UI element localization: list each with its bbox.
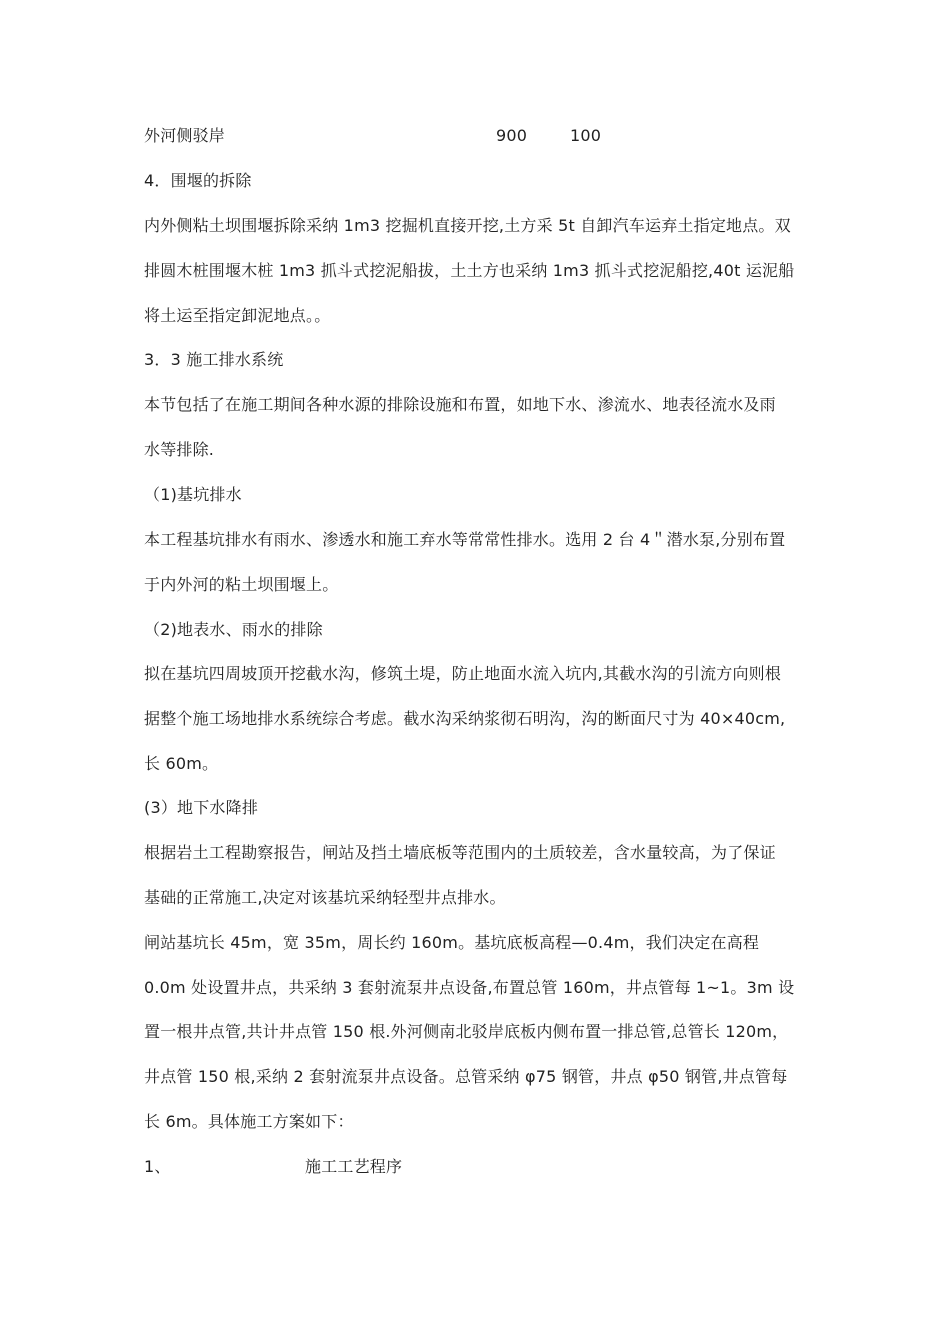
- paragraph-line: 长 60m。: [144, 754, 219, 773]
- paragraph-line: 拟在基坑四周坡顶开挖截水沟，修筑土堤，防止地面水流入坑内,其截水沟的引流方向则根: [144, 664, 782, 683]
- paragraph-line: 基础的正常施工,决定对该基坑采纳轻型井点排水。: [144, 888, 506, 907]
- paragraph-line: 长 6m。具体施工方案如下：: [144, 1112, 354, 1131]
- subheading-groundwater: (3）地下水降排: [144, 798, 259, 817]
- list-item: [144, 1156, 814, 1178]
- table-row: [144, 125, 814, 147]
- section-heading-3-3: 3．3 施工排水系统: [144, 350, 284, 369]
- list-item-text: 施工工艺程序: [305, 1157, 403, 1176]
- paragraph-line: 闸站基坑长 45m，宽 35m，周长约 160m。基坑底板高程—0.4m，我们决定在高程: [144, 933, 760, 952]
- table-cell-value-1: 900: [496, 126, 528, 145]
- paragraph-line: 井点管 150 根,采纳 2 套射流泵井点设备。总管采纳 φ75 钢管，井点 φ50 钢管,井点管每: [144, 1067, 788, 1086]
- paragraph-line: 置一根井点管,共计井点管 150 根.外河侧南北驳岸底板内侧布置一排总管,总管长 120m，: [144, 1022, 789, 1041]
- paragraph-line: 本节包括了在施工期间各种水源的排除设施和布置，如地下水、渗流水、地表径流水及雨: [144, 395, 776, 414]
- section-heading-4: 4．围堰的拆除: [144, 171, 252, 190]
- paragraph-line: 据整个施工场地排水系统综合考虑。截水沟采纳浆彻石明沟，沟的断面尺寸为 40×40cm,: [144, 709, 786, 728]
- subheading-pit-drainage: （1)基坑排水: [144, 485, 242, 504]
- table-cell-value-2: 100: [570, 126, 602, 145]
- subheading-surface-water: （2)地表水、雨水的排除: [144, 620, 323, 639]
- paragraph-line: 本工程基坑排水有雨水、渗透水和施工弃水等常常性排水。选用 2 台 4＂潜水泵,分别布置: [144, 530, 786, 549]
- list-item-number: 1、: [144, 1157, 171, 1176]
- paragraph-line: 水等排除.: [144, 440, 215, 459]
- paragraph-line: 将土运至指定卸泥地点。。: [144, 306, 331, 325]
- paragraph-line: 根据岩土工程勘察报告，闸站及挡土墙底板等范围内的土质较差，含水量较高，为了保证: [144, 843, 776, 862]
- paragraph-line: 内外侧粘土坝围堰拆除采纳 1m3 挖掘机直接开挖,土方采 5t 自卸汽车运弃土指定地点。双: [144, 216, 791, 235]
- paragraph-line: 排圆木桩围堰木桩 1m3 抓斗式挖泥船拔，土土方也采纳 1m3 抓斗式挖泥船挖,40t 运泥船: [144, 261, 795, 280]
- table-cell-label: 外河侧驳岸: [144, 126, 226, 145]
- paragraph-line: 于内外河的粘土坝围堰上。: [144, 575, 339, 594]
- paragraph-line: 0.0m 处设置井点，共采纳 3 套射流泵井点设备,布置总管 160m，井点管每 1~1。3m 设: [144, 978, 795, 997]
